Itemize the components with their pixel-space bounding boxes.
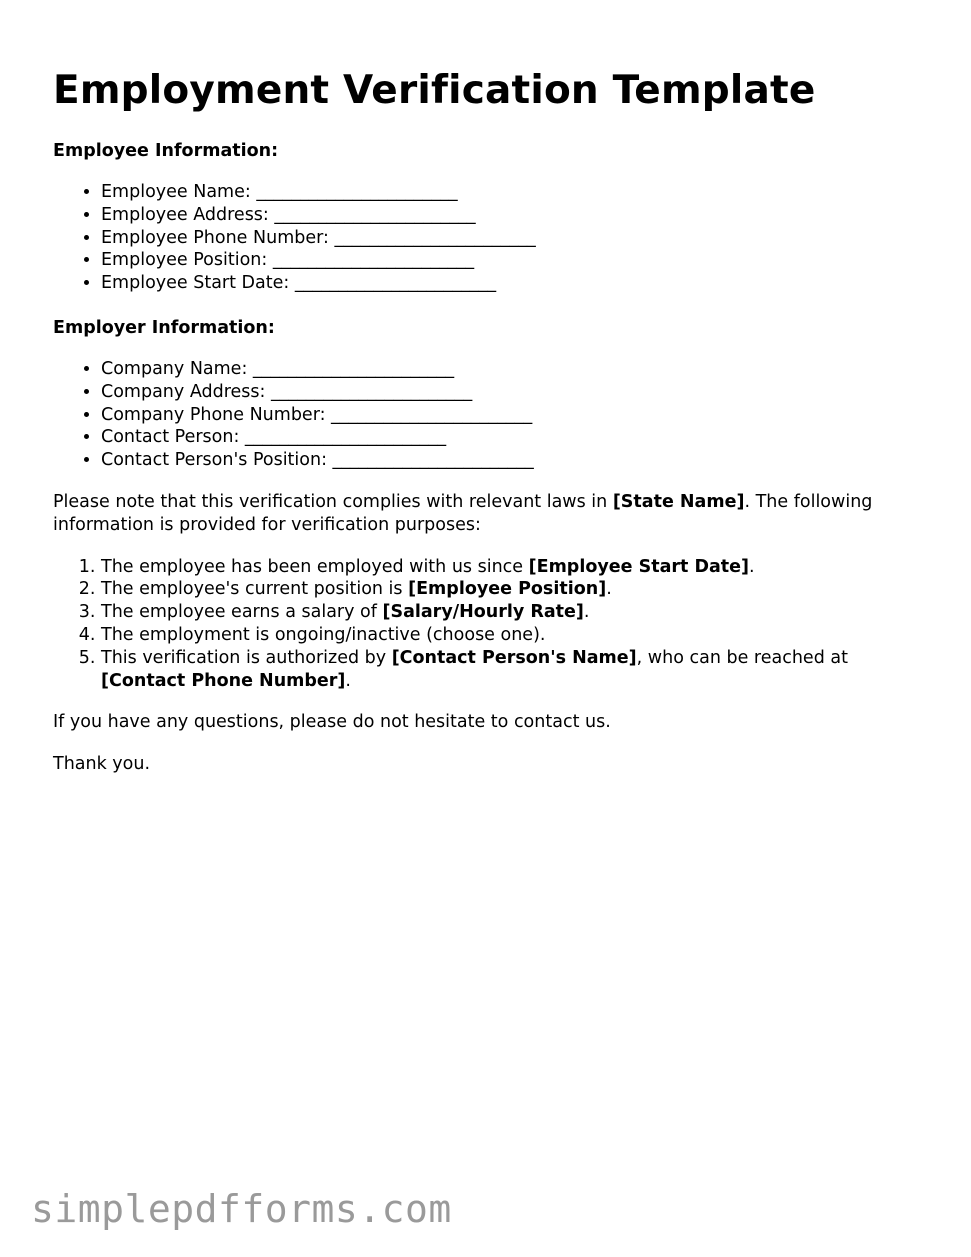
- employee-position-field: • Employee Position: _______________________: [101, 249, 933, 272]
- watermark: simplepdfforms.com: [31, 1187, 452, 1231]
- note-text-before: Please note that this verification complies with relevant laws in: [53, 491, 613, 512]
- employee-info-list: [53, 181, 933, 295]
- contact-person-position-field: • Contact Person's Position: _______________________: [101, 449, 933, 472]
- statement-placeholder: [Employee Start Date]: [528, 556, 750, 577]
- company-address-field: • Company Address: _______________________: [101, 381, 933, 404]
- state-name-placeholder: [State Name]: [612, 491, 745, 512]
- employee-info-heading: Employee Information:: [53, 141, 279, 161]
- statement-placeholder: [Employee Position]: [408, 579, 607, 600]
- document-page: [53, 64, 933, 776]
- questions-line: If you have any questions, please do not hesitate to contact us.: [53, 712, 611, 733]
- verification-statements: [53, 556, 933, 693]
- employee-start-date-field: • Employee Start Date: _______________________: [101, 272, 933, 295]
- employer-info-list: [53, 358, 933, 472]
- document-title: Employment Verification Template: [53, 68, 816, 113]
- statement-text: .: [583, 602, 590, 623]
- statement-item: [101, 578, 933, 601]
- closing-line: Thank you.: [53, 754, 151, 775]
- statement-text: The employee earns a salary of: [101, 602, 383, 623]
- statement-text: The employee has been employed with us since: [101, 556, 529, 577]
- company-name-field: • Company Name: _______________________: [101, 358, 933, 381]
- statement-item: [101, 647, 933, 693]
- statement-text: , who can be reached at: [636, 647, 848, 668]
- note-text-after: . The following information is provided for verification purposes:: [53, 491, 873, 535]
- employee-name-field: • Employee Name: _______________________: [101, 181, 933, 204]
- statement-placeholder: [Salary/Hourly Rate]: [382, 602, 584, 623]
- employer-info-heading: Employer Information:: [53, 317, 275, 338]
- statement-text: .: [606, 579, 612, 600]
- statement-item: [101, 624, 933, 647]
- statement-text: .: [345, 670, 351, 691]
- employee-address-field: • Employee Address: _______________________: [101, 204, 933, 227]
- statement-placeholder: [Contact Person's Name]: [391, 647, 637, 668]
- statement-item: [101, 601, 933, 624]
- statement-text: The employee's current position is: [101, 579, 409, 600]
- statement-text: The employment is ongoing/inactive (choose one).: [101, 624, 546, 645]
- statement-item: [101, 556, 933, 579]
- compliance-note: [53, 491, 933, 537]
- statement-placeholder: [Contact Phone Number]: [101, 670, 346, 691]
- employee-phone-field: • Employee Phone Number: _______________________: [101, 227, 933, 250]
- statement-text: .: [749, 556, 755, 577]
- contact-person-field: • Contact Person: _______________________: [101, 426, 933, 449]
- company-phone-field: • Company Phone Number: _______________________: [101, 404, 933, 427]
- statement-text: This verification is authorized by: [101, 647, 392, 668]
